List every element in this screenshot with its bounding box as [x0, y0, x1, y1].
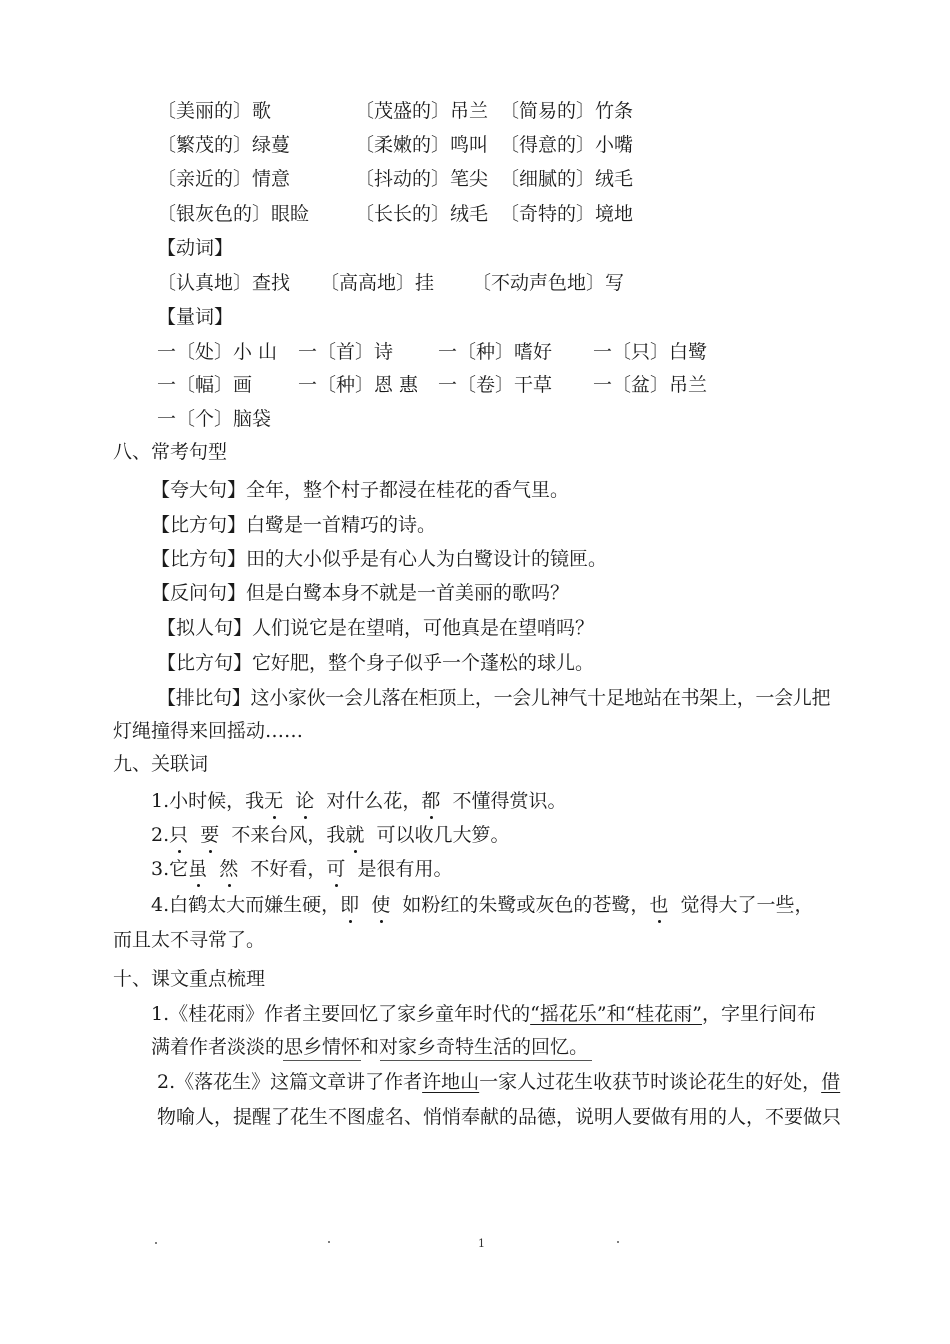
conjunction-item	[151, 822, 510, 848]
adjective-phrase: 〔美丽的〕歌	[157, 100, 272, 122]
conjunction-keyword: 就	[345, 824, 365, 846]
sentence-example: 【比方句】田的大小似乎是有心人为白鹭设计的镜匣。	[151, 548, 608, 570]
underline-rule	[380, 1060, 592, 1061]
summary-text: 。	[569, 1036, 589, 1058]
section-heading: 十、课文重点梳理	[113, 968, 266, 990]
conjunction-text: 3.它	[151, 858, 189, 880]
adjective-phrase: 〔细腻的〕绒毛	[500, 168, 634, 190]
adjective-phrase: 〔银灰色的〕眼睑	[157, 203, 310, 225]
adjective-phrase: 〔奇特的〕境地	[500, 203, 634, 225]
sentence-example: 【排比句】这小家伙一会儿落在柜顶上，一会儿神气十足地站在书架上，一会儿把	[157, 687, 831, 709]
conjunction-keyword: 即	[340, 894, 360, 916]
sentence-example: 【拟人句】人们说它是在望哨，可他真是在望哨吗？	[157, 617, 595, 639]
conjunction-item	[151, 788, 567, 814]
measure-phrase: 一〔种〕恩 惠	[298, 374, 419, 396]
summary-text: 满着作者淡淡的	[151, 1036, 285, 1058]
conjunction-keyword: 虽	[188, 858, 208, 880]
underline-rule	[283, 1060, 361, 1061]
conjunction-text: 是很有用。	[357, 858, 453, 880]
section-heading: 八、常考句型	[113, 441, 228, 463]
section-heading: 九、关联词	[113, 753, 209, 775]
underlined-keyphrase: “摇花乐”和“桂花雨”	[530, 1003, 702, 1025]
summary-paragraph-line	[151, 1034, 588, 1060]
adjective-phrase: 〔简易的〕竹条	[500, 100, 634, 122]
measure-phrase: 一〔幅〕画	[157, 374, 253, 396]
conjunction-keyword: 可	[326, 858, 346, 880]
conjunction-keyword: 无	[264, 790, 284, 812]
summary-text: 1.《桂花雨》作者主要回忆了家乡童年时代的	[151, 1003, 531, 1025]
sentence-example: 【反问句】但是白鹭本身不就是一首美丽的歌吗？	[151, 582, 570, 604]
measure-heading: 【量词】	[157, 306, 234, 328]
measure-phrase: 一〔个〕脑袋	[157, 408, 272, 430]
summary-paragraph-line: 物喻人，提醒了花生不图虚名、悄悄奉献的品德，说明人要做有用的人，不要做只	[157, 1106, 842, 1128]
conjunction-text: 不来台风，我	[231, 824, 346, 846]
summary-paragraph-line	[151, 1001, 816, 1027]
underlined-keyphrase: 许地山	[422, 1071, 480, 1093]
conjunction-text: 对什么花，	[326, 790, 422, 812]
sentence-example-continued: 灯绳撞得来回摇动……	[113, 720, 304, 742]
verb-phrase: 〔高高地〕挂	[320, 272, 435, 294]
conjunction-text: 如粉红的朱鹭或灰色的苍鹭，	[402, 894, 650, 916]
summary-text: 一家人过花生收获节时谈论花生的好处，	[479, 1071, 822, 1093]
conjunction-keyword: 也	[649, 894, 669, 916]
adjective-phrase: 〔繁茂的〕绿蔓	[157, 134, 291, 156]
footer-dot	[155, 1242, 157, 1244]
adjective-phrase: 〔得意的〕小嘴	[500, 134, 634, 156]
measure-phrase: 一〔处〕小 山	[157, 341, 278, 363]
sentence-example: 【夸大句】全年，整个村子都浸在桂花的香气里。	[151, 479, 570, 501]
adjective-phrase: 〔柔嫩的〕鸣叫	[355, 134, 489, 156]
adjective-phrase: 〔茂盛的〕吊兰	[355, 100, 489, 122]
conjunction-text: 4.白鹤太大而嫌生硬，	[151, 894, 341, 916]
verb-heading: 【动词】	[157, 237, 234, 259]
summary-text: 和	[360, 1036, 380, 1058]
conjunction-text: 2.	[151, 824, 170, 846]
conjunction-keyword: 都	[421, 790, 441, 812]
verb-phrase: 〔认真地〕查找	[157, 272, 291, 294]
summary-text: ，字里行间布	[702, 1003, 817, 1025]
measure-phrase: 一〔只〕白鹭	[593, 341, 708, 363]
verb-phrase: 〔不动声色地〕写	[472, 272, 625, 294]
conjunction-keyword: 只	[169, 824, 189, 846]
conjunction-text: 不懂得赏识。	[452, 790, 567, 812]
sentence-example: 【比方句】它好肥，整个身子似乎一个蓬松的球儿。	[157, 652, 595, 674]
adjective-phrase: 〔抖动的〕笔尖	[355, 168, 489, 190]
measure-phrase: 一〔首〕诗	[298, 341, 394, 363]
conjunction-text: 不好看，	[250, 858, 327, 880]
sentence-example: 【比方句】白鹭是一首精巧的诗。	[151, 514, 437, 536]
footer-dot	[617, 1241, 619, 1243]
adjective-phrase: 〔亲近的〕情意	[157, 168, 291, 190]
footer-dot	[328, 1241, 330, 1243]
conjunction-text: 可以收几大箩。	[376, 824, 510, 846]
conjunction-keyword: 然	[219, 858, 239, 880]
conjunction-keyword: 要	[200, 824, 220, 846]
conjunction-keyword: 使	[371, 894, 391, 916]
conjunction-text: 觉得大了一些，	[680, 894, 814, 916]
measure-phrase: 一〔卷〕干草	[438, 374, 553, 396]
measure-phrase: 一〔盆〕吊兰	[593, 374, 708, 396]
measure-phrase: 一〔种〕嗜好	[438, 341, 553, 363]
conjunction-item-continued: 而且太不寻常了。	[113, 929, 266, 951]
conjunction-item	[151, 892, 814, 918]
conjunction-text: 1.小时候，我	[151, 790, 265, 812]
summary-paragraph-line	[157, 1069, 840, 1095]
underlined-keyphrase: 借	[821, 1071, 841, 1093]
conjunction-item	[151, 856, 453, 882]
conjunction-keyword: 论	[295, 790, 315, 812]
underlined-keyphrase: 思乡情怀	[284, 1036, 361, 1058]
adjective-phrase: 〔长长的〕绒毛	[355, 203, 489, 225]
summary-text: 2.《落花生》这篇文章讲了作者	[157, 1071, 423, 1093]
page-number: 1	[478, 1237, 485, 1250]
underlined-keyphrase: 对家乡奇特生活的回忆	[379, 1036, 570, 1058]
